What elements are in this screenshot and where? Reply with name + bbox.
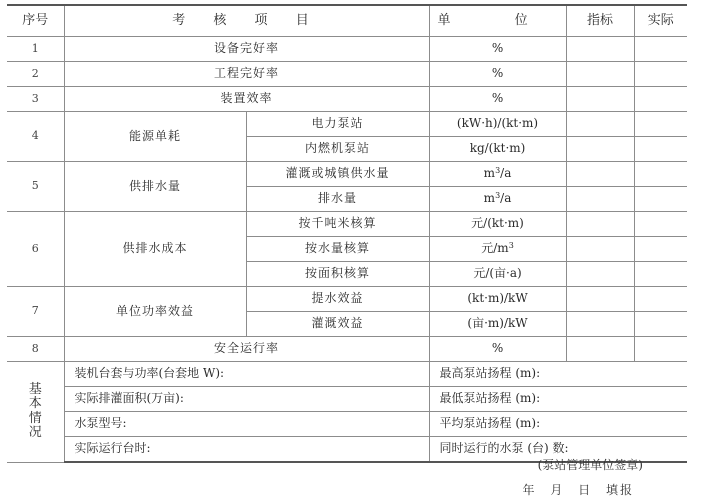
basic-info-label (7, 362, 64, 463)
group-label: 供排水成本 (64, 212, 246, 287)
actual-cell[interactable] (634, 162, 687, 187)
actual-cell[interactable] (634, 112, 687, 137)
assessment-table (7, 4, 687, 463)
actual-cell[interactable] (634, 212, 687, 237)
basic-info-row (7, 362, 687, 387)
basic-info-field[interactable]: 水泵型号: (64, 412, 429, 437)
basic-info-field[interactable]: 实际运行台时: (64, 437, 429, 463)
group-label: 能源单耗 (64, 112, 246, 162)
basic-info-row (7, 387, 687, 412)
unit-cell: 元/(亩·a) (429, 262, 566, 287)
target-cell[interactable] (566, 337, 634, 362)
table-row (7, 87, 687, 112)
header-actual: 实际 (634, 5, 687, 37)
basic-info-field[interactable]: 装机台套与功率(台套地 W): (64, 362, 429, 387)
unit-cell: % (429, 337, 566, 362)
table-row (7, 212, 687, 237)
target-cell[interactable] (566, 287, 634, 312)
unit-exponent: 3 (508, 241, 514, 251)
item-label: 安全运行率 (64, 337, 429, 362)
group-label: 单位功率效益 (64, 287, 246, 337)
actual-cell[interactable] (634, 337, 687, 362)
actual-cell[interactable] (634, 237, 687, 262)
item-label: 工程完好率 (64, 62, 429, 87)
item-label: 装置效率 (64, 87, 429, 112)
sub-item-label: 电力泵站 (246, 112, 429, 137)
target-cell[interactable] (566, 112, 634, 137)
sub-item-label: 提水效益 (246, 287, 429, 312)
basic-info-field[interactable]: 同时运行的水泵 (台) 数: (429, 437, 687, 463)
header-row (7, 5, 687, 37)
table-row (7, 287, 687, 312)
header-unit: 单 位 (429, 5, 566, 37)
row-number: 7 (7, 287, 64, 337)
row-number: 3 (7, 87, 64, 112)
sub-item-label: 按面积核算 (246, 262, 429, 287)
row-number: 1 (7, 37, 64, 62)
row-number: 2 (7, 62, 64, 87)
target-cell[interactable] (566, 37, 634, 62)
unit-tail: /a (500, 166, 512, 181)
unit-cell (429, 237, 566, 262)
unit-cell: % (429, 37, 566, 62)
actual-cell[interactable] (634, 62, 687, 87)
unit-cell: kg/(kt·m) (429, 137, 566, 162)
item-label: 设备完好率 (64, 37, 429, 62)
table-row (7, 37, 687, 62)
basic-info-row (7, 412, 687, 437)
sub-item-label: 内燃机泵站 (246, 137, 429, 162)
unit-base: 元/m (481, 241, 509, 256)
row-number: 5 (7, 162, 64, 212)
target-cell[interactable] (566, 262, 634, 287)
target-cell[interactable] (566, 187, 634, 212)
unit-cell: 元/(kt·m) (429, 212, 566, 237)
target-cell[interactable] (566, 137, 634, 162)
table-row (7, 337, 687, 362)
table-row (7, 162, 687, 187)
target-cell[interactable] (566, 162, 634, 187)
unit-cell: (亩·m)/kW (429, 312, 566, 337)
date-line: 年 月 日 填报 (522, 483, 634, 497)
basic-info-char: 情 (28, 410, 42, 426)
actual-cell[interactable] (634, 137, 687, 162)
unit-cell (429, 162, 566, 187)
target-cell[interactable] (566, 312, 634, 337)
unit-cell: % (429, 62, 566, 87)
basic-info-field[interactable]: 最高泵站扬程 (m): (429, 362, 687, 387)
sub-item-label: 按水量核算 (246, 237, 429, 262)
row-number: 6 (7, 212, 64, 287)
basic-info-field[interactable]: 平均泵站扬程 (m): (429, 412, 687, 437)
sub-item-label: 排水量 (246, 187, 429, 212)
target-cell[interactable] (566, 212, 634, 237)
unit-cell: (kW·h)/(kt·m) (429, 112, 566, 137)
actual-cell[interactable] (634, 187, 687, 212)
actual-cell[interactable] (634, 87, 687, 112)
header-index: 序号 (7, 5, 64, 37)
basic-info-char: 况 (28, 425, 42, 441)
basic-info-char: 基 (28, 382, 42, 398)
actual-cell[interactable] (634, 287, 687, 312)
basic-info-field[interactable]: 实际排灌面积(万亩): (64, 387, 429, 412)
sub-item-label: 灌溉或城镇供水量 (246, 162, 429, 187)
target-cell[interactable] (566, 62, 634, 87)
target-cell[interactable] (566, 87, 634, 112)
actual-cell[interactable] (634, 37, 687, 62)
table-row (7, 112, 687, 137)
row-number: 8 (7, 337, 64, 362)
unit-cell (429, 187, 566, 212)
sub-item-label: 按千吨米核算 (246, 212, 429, 237)
row-number: 4 (7, 112, 64, 162)
unit-tail: /a (500, 191, 512, 206)
header-target: 指标 (566, 5, 634, 37)
basic-info-field[interactable]: 最低泵站扬程 (m): (429, 387, 687, 412)
target-cell[interactable] (566, 237, 634, 262)
unit-exponent: 3 (495, 191, 501, 201)
unit-exponent: 3 (495, 166, 501, 176)
seal-note: (泵站管理单位签章) (537, 458, 643, 472)
unit-base: m (483, 166, 496, 181)
unit-base: m (483, 191, 496, 206)
unit-cell: % (429, 87, 566, 112)
unit-cell: (kt·m)/kW (429, 287, 566, 312)
group-label: 供排水量 (64, 162, 246, 212)
table-row (7, 62, 687, 87)
sub-item-label: 灌溉效益 (246, 312, 429, 337)
actual-cell[interactable] (634, 312, 687, 337)
actual-cell[interactable] (634, 262, 687, 287)
basic-info-char: 本 (28, 396, 42, 412)
header-item: 考 核 项 目 (64, 5, 429, 37)
